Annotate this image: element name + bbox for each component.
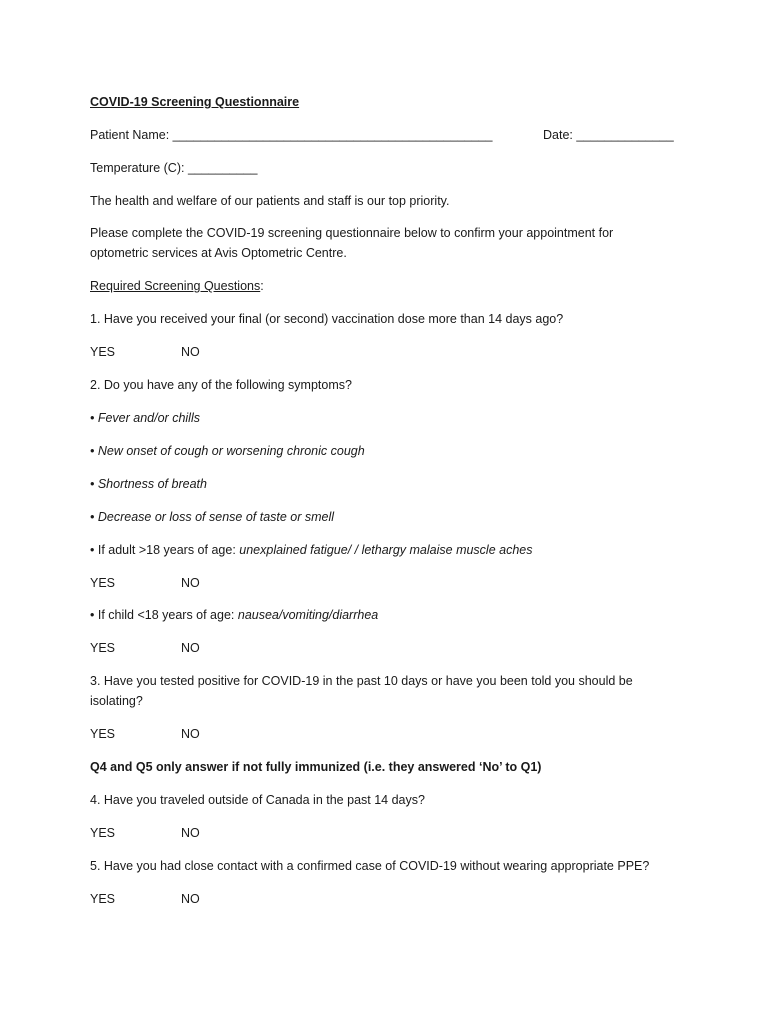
symptom-fever: • Fever and/or chills [90, 411, 200, 425]
temperature-line: Temperature (C): __________ [90, 161, 258, 175]
yes-option[interactable]: YES [90, 641, 116, 655]
questionnaire-title: COVID-19 Screening Questionnaire [90, 95, 300, 109]
adult-symptoms: unexplained fatigue/ / lethargy malaise muscle aches [239, 543, 533, 557]
no-option[interactable]: NO [181, 826, 200, 840]
symptom-child [90, 608, 378, 622]
required-questions-heading [90, 279, 264, 293]
required-heading-colon: : [260, 279, 264, 293]
yes-option[interactable]: YES [90, 826, 116, 840]
adult-prefix: • If adult >18 years of age: [90, 543, 240, 557]
yes-option[interactable]: YES [90, 892, 116, 906]
no-option[interactable]: NO [181, 576, 200, 590]
answer-row-q1 [90, 345, 200, 359]
intro-text-1: The health and welfare of our patients and staff is our top priority. [90, 194, 450, 208]
symptom-cough: • New onset of cough or worsening chronic cough [90, 444, 365, 458]
answer-row-child [90, 641, 200, 655]
question-1: 1. Have you received your final (or second) vaccination dose more than 14 days ago? [90, 312, 564, 326]
question-2: 2. Do you have any of the following symptoms? [90, 378, 352, 392]
yes-option[interactable]: YES [90, 727, 116, 741]
required-heading-text: Required Screening Questions [90, 279, 261, 293]
question-3: 3. Have you tested positive for COVID-19 in the past 10 days or have you been told you should be isolating? [90, 674, 633, 708]
question-4: 4. Have you traveled outside of Canada in the past 14 days? [90, 793, 425, 807]
no-option[interactable]: NO [181, 641, 200, 655]
symptom-taste: • Decrease or loss of sense of taste or smell [90, 510, 335, 524]
answer-row-q3 [90, 727, 200, 741]
patient-name-line: Patient Name: ______________________________________________ [90, 128, 493, 142]
child-symptoms: nausea/vomiting/diarrhea [237, 608, 379, 622]
yes-option[interactable]: YES [90, 345, 116, 359]
answer-row-q5 [90, 892, 200, 906]
symptom-breath: • Shortness of breath [90, 477, 207, 491]
date-line: Date: ______________ [543, 128, 674, 142]
child-prefix: • If child <18 years of age: [90, 608, 238, 622]
no-option[interactable]: NO [181, 727, 200, 741]
no-option[interactable]: NO [181, 892, 200, 906]
intro-text-2: Please complete the COVID-19 screening questionnaire below to confirm your appointment for optometric services at Avis Optometric Centre. [90, 226, 614, 260]
answer-row-q4 [90, 826, 200, 840]
answer-row-adult [90, 576, 200, 590]
question-5: 5. Have you had close contact with a confirmed case of COVID-19 without wearing appropriate PPE? [90, 859, 650, 873]
no-option[interactable]: NO [181, 345, 200, 359]
symptom-adult [90, 543, 533, 557]
q4-q5-note: Q4 and Q5 only answer if not fully immunized (i.e. they answered ‘No’ to Q1) [90, 760, 542, 774]
yes-option[interactable]: YES [90, 576, 116, 590]
